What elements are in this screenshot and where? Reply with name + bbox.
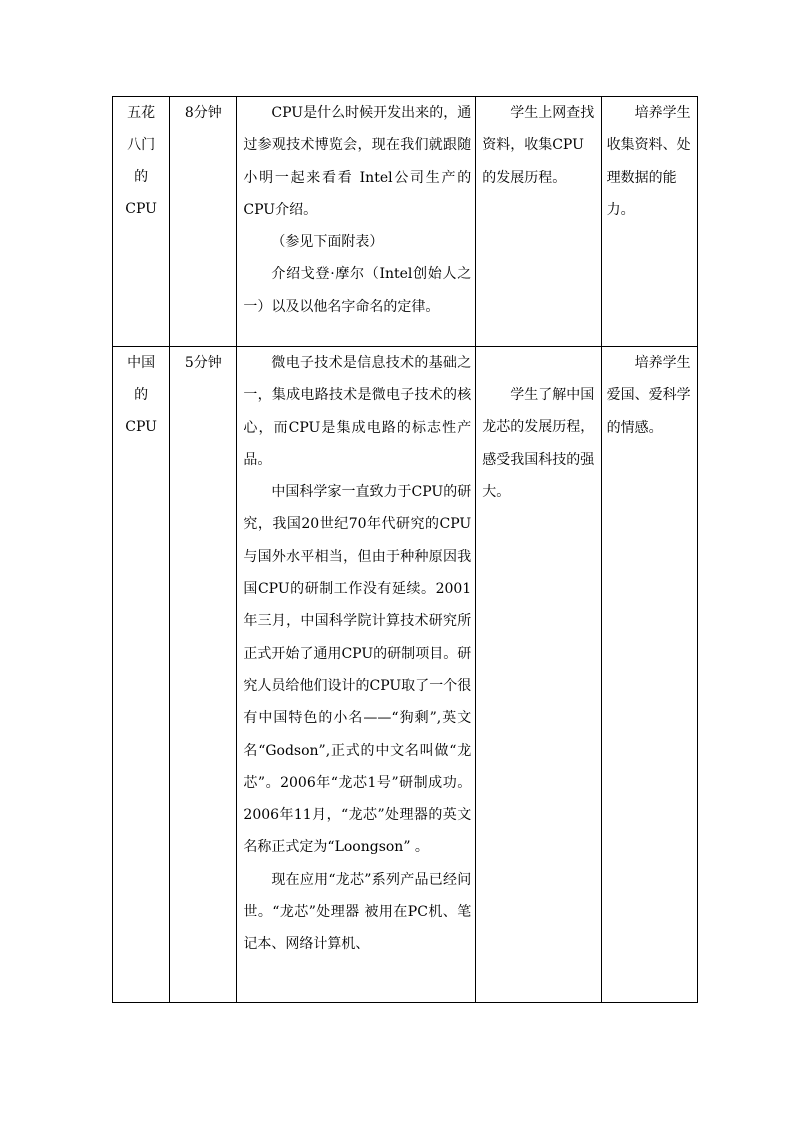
section-title-line: CPU [125,201,157,217]
content-paragraph: CPU是什么时候开发出来的，通过参观技术博览会，现在我们就跟随小明一起来看看 Intel公司生产的CPU介绍。 [243,105,472,218]
time-value: 8分钟 [184,105,222,121]
table-row [113,347,698,1003]
section-title-line: 中国 [127,355,156,371]
section-title-line: 的 [134,169,149,185]
section-title [113,347,169,443]
section-cell [113,347,170,1003]
content-paragraph: 现在应用“龙芯”系列产品已经问世。“龙芯”处理器 被用在PC机、笔记本、网络计算机、 [243,871,472,953]
time-value: 5分钟 [184,355,222,371]
time-cell [170,97,237,347]
section-title-line: 五花 [127,105,156,121]
content-paragraph: 介绍戈登·摩尔（Intel创始人之一）以及以他名字命名的定律。 [243,266,472,315]
section-title-line: CPU [125,419,157,435]
section-title-line: 的 [134,387,149,403]
section-title [113,97,169,225]
design-intent-cell [601,97,697,347]
section-cell [113,97,170,347]
lesson-plan-table [112,96,698,1003]
content-paragraph: 微电子技术是信息技术的基础之一，集成电路技术是微电子技术的核心，而CPU是集成电路的标志性产品。 [243,355,472,468]
section-title-line: 八门 [127,137,156,153]
design-intent-text: 培养学生收集资料、处理数据的能力。 [606,105,691,218]
time-cell [170,347,237,1003]
content-paragraph: 中国科学家一直致力于CPU的研究，我国20世纪70年代研究的CPU与国外水平相当，但由于种种原因我国CPU的研制工作没有延续。2001年三月，中国科学院计算技术研究所正式开始了通用CPU的研制项目。研究人员给他们设计的CPU取了一个很有中国特色的小名——“狗剩”,英文名“Godson”,正式的中文名叫做“龙芯”。2006年“龙芯1号”研制成功。2006年11月，“龙芯”处理器的英文名称正式定为“Loongson” 。 [243,484,472,856]
content-cell [237,97,476,347]
content-paragraph: （参见下面附表） [271,234,384,251]
table-row [113,97,698,347]
design-intent-text: 培养学生爱国、爱科学的情感。 [606,355,691,436]
content-cell [237,347,476,1003]
student-activity-text: 学生上网查找资料，收集CPU的发展历程。 [482,105,595,186]
design-intent-cell [601,347,697,1003]
student-activity-cell [476,347,601,1003]
student-activity-cell [476,97,601,347]
student-activity-text: 学生了解中国龙芯的发展历程，感受我国科技的强大。 [482,387,595,500]
